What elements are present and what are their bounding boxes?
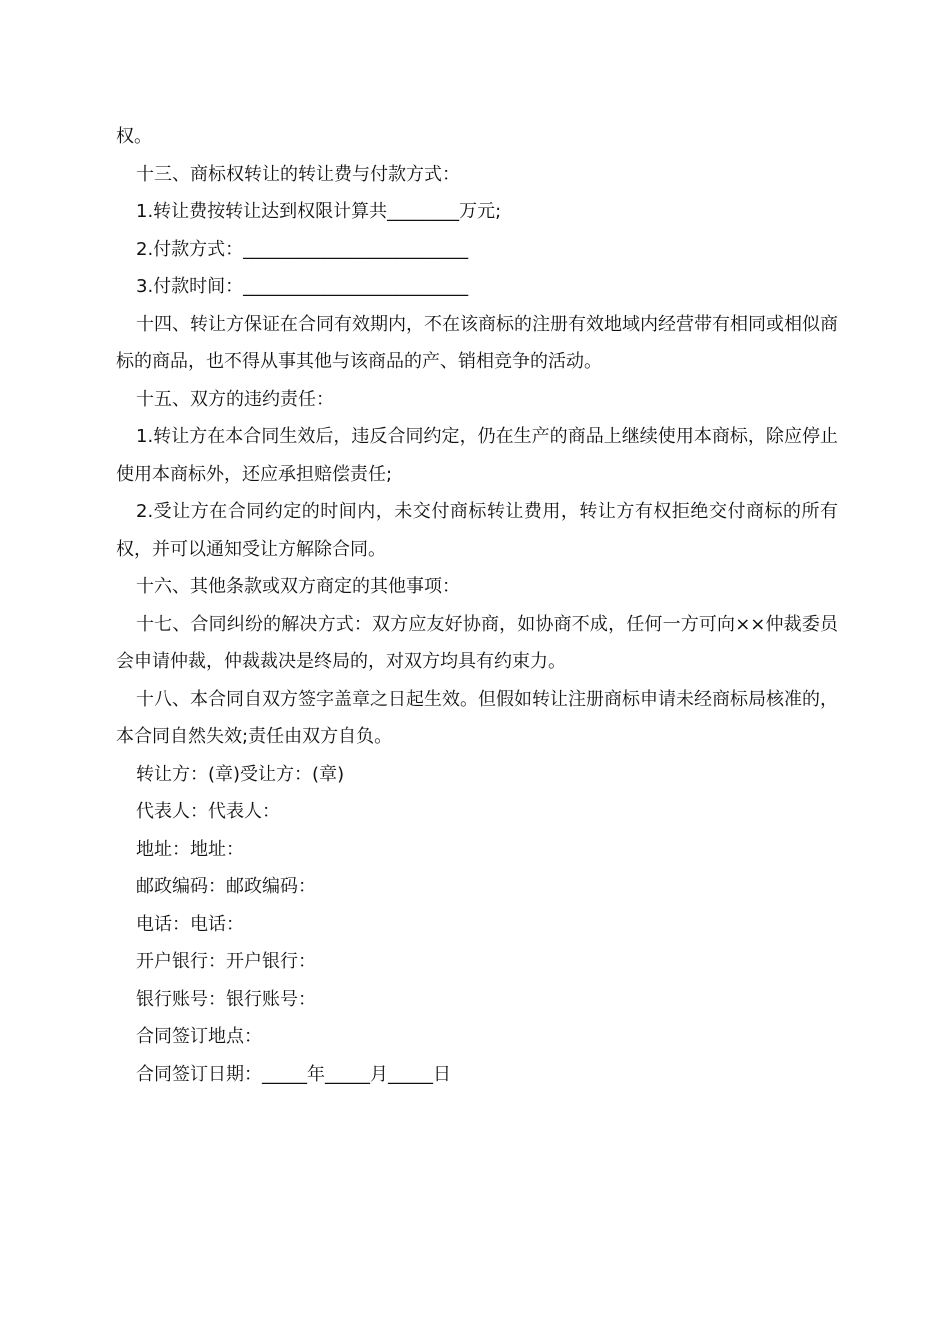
clause-13-item-3: 3.付款时间：_________________________ <box>136 276 469 297</box>
clause-15-heading: 十五、双方的违约责任： <box>136 388 334 410</box>
signature-representatives: 代表人：代表人： <box>136 801 280 822</box>
paragraph-continuation: 权。 <box>116 126 152 147</box>
signature-banks: 开户银行：开户银行： <box>136 951 316 972</box>
clause-13-heading: 十三、商标权转让的转让费与付款方式： <box>136 163 460 185</box>
signature-phones: 电话：电话： <box>136 913 244 935</box>
clause-14: 十四、转让方保证在合同有效期内，不在该商标的注册有效地域内经营带有相同或相似商标的商品，也不得从事其他与该商品的产、销相竞争的活动。 <box>116 313 838 372</box>
document-body <box>116 118 838 1093</box>
clause-18: 十八、本合同自双方签字盖章之日起生效。但假如转让注册商标申请未经商标局核准的，本合同自然失效;责任由双方自负。 <box>116 688 838 747</box>
signing-date: 合同签订日期：_____年_____月_____日 <box>136 1063 451 1085</box>
clause-13-item-2: 2.付款方式：_________________________ <box>136 238 469 260</box>
clause-13-item-1: 1.转让费按转让达到权限计算共________万元; <box>136 201 502 222</box>
signature-parties: 转让方：(章)受让方：(章) <box>136 763 345 785</box>
signature-accounts: 银行账号：银行账号： <box>136 988 316 1010</box>
signature-addresses: 地址：地址： <box>136 838 244 860</box>
clause-17: 十七、合同纠纷的解决方式：双方应友好协商，如协商不成，任何一方可向××仲裁委员会申请仲裁，仲裁裁决是终局的，对双方均具有约束力。 <box>116 613 838 672</box>
clause-16: 十六、其他条款或双方商定的其他事项： <box>136 576 460 597</box>
clause-15-item-2: 2.受让方在合同约定的时间内，未交付商标转让费用，转让方有权拒绝交付商标的所有权，并可以通知受让方解除合同。 <box>116 501 838 560</box>
signature-postcodes: 邮政编码：邮政编码： <box>136 876 316 897</box>
signing-place: 合同签订地点： <box>136 1026 262 1047</box>
clause-15-item-1: 1.转让方在本合同生效后，违反合同约定，仍在生产的商品上继续使用本商标，除应停止使用本商标外，还应承担赔偿责任; <box>116 426 838 485</box>
